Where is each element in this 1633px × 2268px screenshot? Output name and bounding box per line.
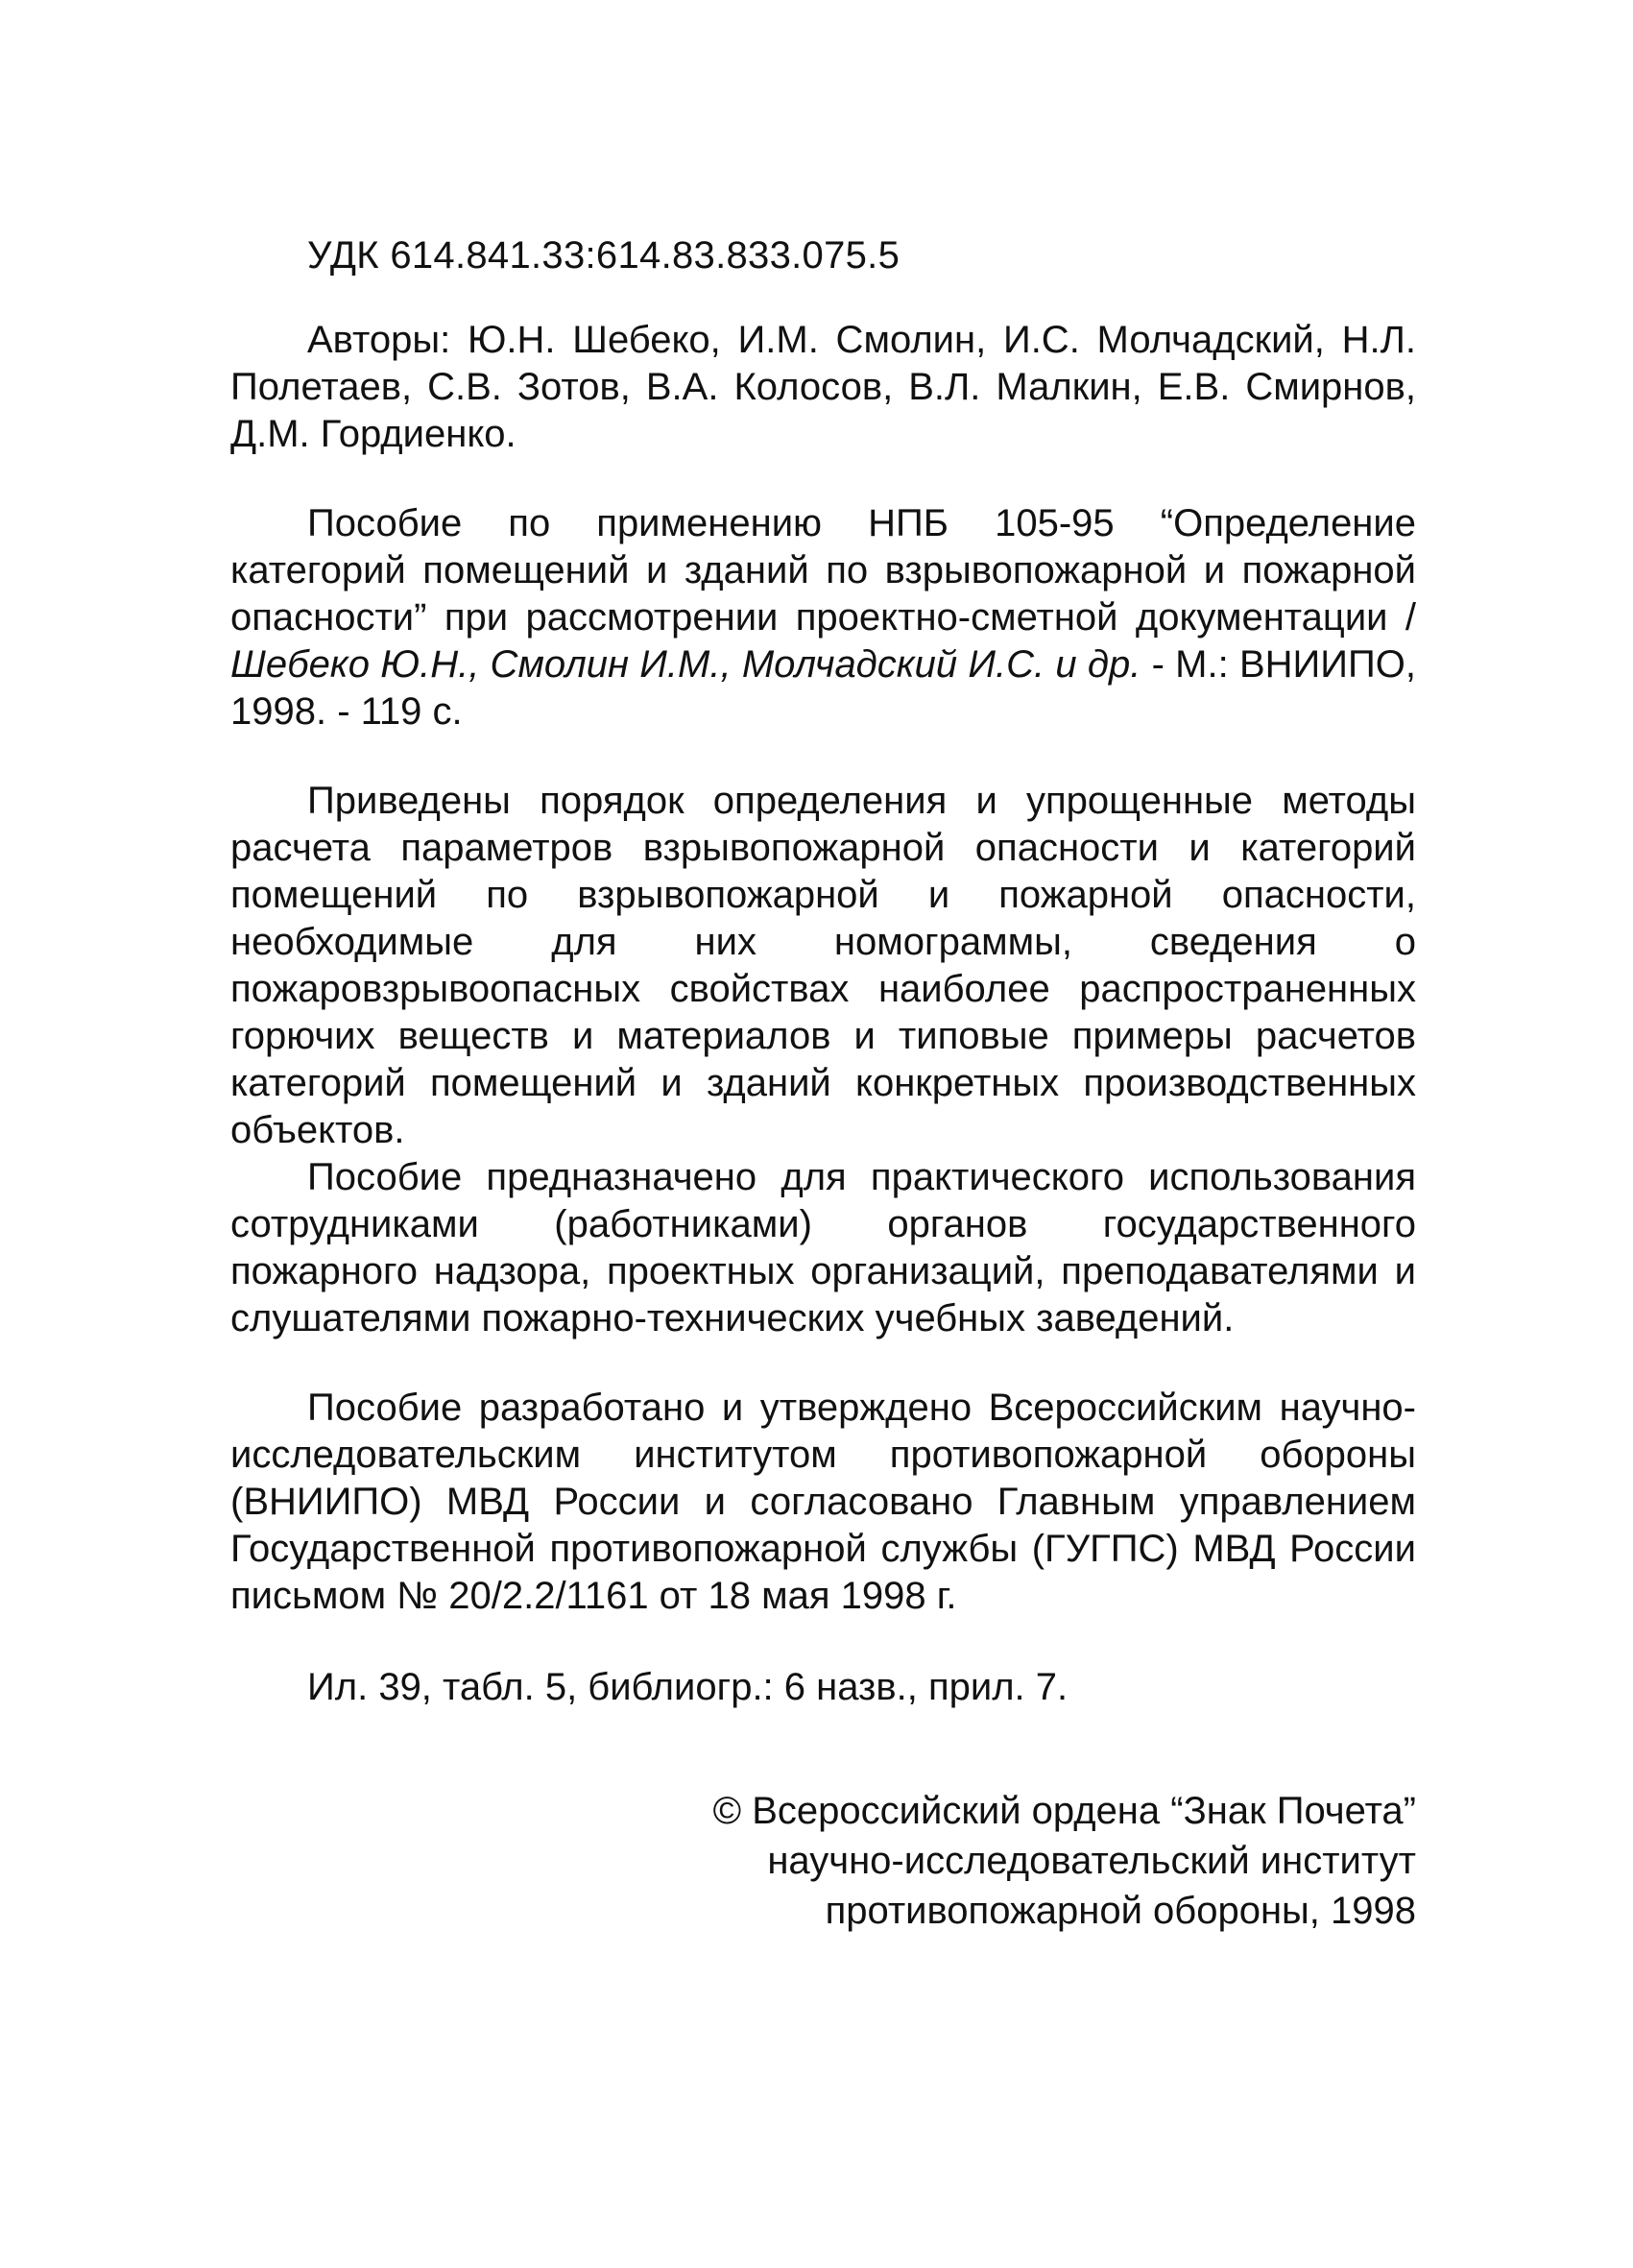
illustration-counts: Ил. 39, табл. 5, библиогр.: 6 назв., прил. 7. (307, 1666, 1069, 1708)
udk-code: УДК 614.841.33:614.83.833.075.5 (307, 234, 901, 277)
document-page (230, 230, 1417, 1932)
copyright-line-1: © Всероссийский ордена “Знак Почета” (712, 1790, 1416, 1832)
citation-authors: Шебеко Ю.Н., Смолин И.М., Молчадский И.С. и др. (230, 643, 1141, 686)
abstract-paragraph: Приведены порядок определения и упрощенные методы расчета параметров взрывопожарной опасности и категорий помещений по взрывопожарной и пожарной опасности, необходимые для них номограммы, сведения о пожаровзрывоопасных свойствах наиболее распространенных горючих веществ и материалов и типовые примеры расчетов категорий помещений и зданий конкретных производственных объектов. (230, 780, 1416, 1151)
citation-suffix: - М.: ВНИИПО, 1998. - 119 с. (230, 643, 1417, 733)
authors-paragraph: Авторы: Ю.Н. Шебеко, И.М. Смолин, И.С. Молчадский, Н.Л. Полетаев, С.В. Зотов, В.А. Колосов, В.Л. Малкин, Е.В. Смирнов, Д.М. Гордиенко. (230, 319, 1416, 455)
citation-prefix: Пособие по применению НПБ 105-95 “Определение категорий помещений и зданий по взрывопожарной и пожарной опасности” при рассмотрении проектно-сметной документации / (230, 502, 1416, 639)
copyright-line-3: противопожарной обороны, 1998 (825, 1890, 1416, 1932)
audience-paragraph: Пособие предназначено для практического использования сотрудниками (работниками) органов государственного пожарного надзора, проектных организаций, преподавателями и слушателями пожарно-технических учебных заведений. (230, 1156, 1416, 1339)
citation-paragraph (230, 500, 1416, 736)
approval-paragraph: Пособие разработано и утверждено Всероссийским научно-исследовательским институтом противопожарной обороны (ВНИИПО) МВД России и согласовано Главным управлением Государственной противопожарной службы (ГУГПС) МВД России письмом № 20/2.2/1161 от 18 мая 1998 г. (230, 1387, 1416, 1617)
copyright-line-2: научно-исследовательский институт (767, 1840, 1416, 1882)
copyright-block (713, 1786, 1416, 1936)
